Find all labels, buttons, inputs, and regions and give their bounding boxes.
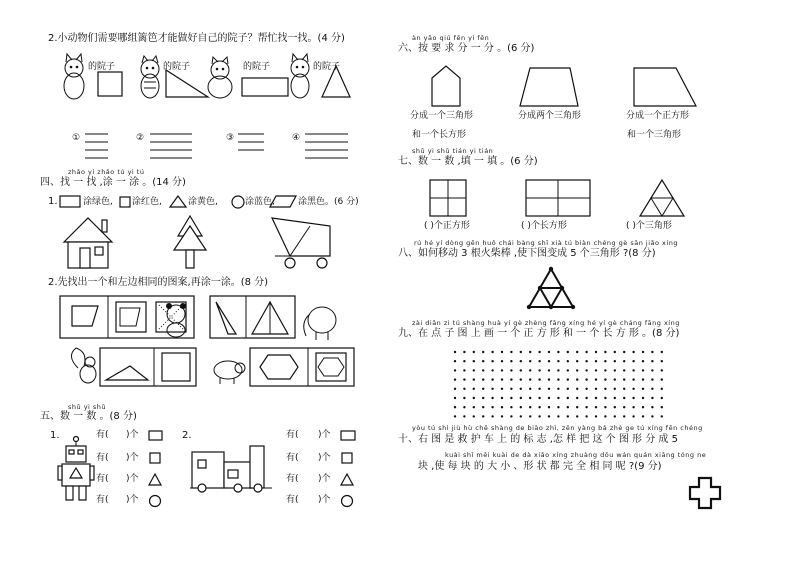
grid-dot — [538, 406, 540, 408]
tree-figure — [174, 216, 206, 268]
grid-dot — [585, 360, 587, 362]
grid-dot — [529, 351, 531, 353]
grid-dot — [538, 360, 540, 362]
triangle-grid-figure — [640, 180, 684, 216]
grid-dot — [529, 360, 531, 362]
grid-dot — [548, 351, 550, 353]
s4-title: 四、找 一 找 ,涂 一 涂 。(14 分) — [40, 177, 186, 188]
s4-q1-blue: 涂蓝色, — [245, 197, 275, 207]
grid-dot — [576, 388, 578, 390]
grid-dot — [604, 415, 606, 417]
grid-dot — [529, 397, 531, 399]
pattern-box-1 — [60, 296, 194, 338]
grid-dot — [538, 415, 540, 417]
grid-dot — [501, 360, 503, 362]
grid-dot — [632, 369, 634, 371]
yard-label-3: 的院子 — [243, 62, 271, 72]
grid-dot — [501, 397, 503, 399]
grid-dot — [576, 415, 578, 417]
option-2-label: ② — [136, 133, 145, 143]
grid-dot — [567, 415, 569, 417]
yard-label-1: 的院子 — [88, 62, 116, 72]
count-right-shapes — [340, 430, 356, 510]
grid-dot — [595, 378, 597, 380]
grid-dot — [473, 388, 475, 390]
s5-title: 五、数 一 数 。(8 分) — [40, 411, 137, 422]
grid-dot — [548, 369, 550, 371]
grid-dot — [642, 369, 644, 371]
s4-q2: 2.先找出一个和左边相同的图案,再涂一涂。(8 分) — [48, 277, 269, 288]
grid-dot — [576, 351, 578, 353]
grid-dot — [642, 388, 644, 390]
grid-dot — [642, 351, 644, 353]
grid-dot — [548, 360, 550, 362]
grid-dot — [642, 397, 644, 399]
grid-dot — [651, 415, 653, 417]
grid-dot — [651, 360, 653, 362]
grid-dot — [632, 388, 634, 390]
s8-title: 八、如何移动 3 根火柴棒 ,使下图变成 5 个三角形 ?(8 分) — [398, 248, 656, 259]
grid-dot — [510, 378, 512, 380]
option-4-label: ④ — [292, 133, 301, 143]
grid-dot — [463, 360, 465, 362]
grid-dot — [614, 369, 616, 371]
grid-dot — [585, 351, 587, 353]
grid-dot — [482, 406, 484, 408]
grid-dot — [463, 406, 465, 408]
count-left-4-unit: )个 — [126, 495, 139, 505]
option-1-label: ① — [72, 133, 81, 143]
grid-dot — [510, 360, 512, 362]
s6-cap3b: 和一个三角形 — [627, 130, 682, 140]
grid-dot — [491, 406, 493, 408]
count-left-1-have: 有( — [96, 430, 109, 440]
s10-pinyin: yòu tú shì jiù hù chē shàng de biāo zhì, zěn yàng bǎ zhè ge tú xíng fēn chéng — [412, 424, 703, 432]
grid-dot — [604, 397, 606, 399]
count-left-shapes — [148, 430, 164, 510]
grid-dot — [520, 406, 522, 408]
grid-dot — [529, 415, 531, 417]
s6-title: 六、按 要 求 分 一 分 。(6 分) — [398, 43, 535, 54]
grid-dot — [482, 388, 484, 390]
grid-dot — [520, 388, 522, 390]
grid-dot — [585, 378, 587, 380]
grid-dot — [548, 388, 550, 390]
animal-yards-row — [60, 52, 360, 104]
s5-num2: 2. — [182, 430, 192, 441]
grid-dot — [463, 388, 465, 390]
grid-dot — [529, 378, 531, 380]
grid-dot — [595, 351, 597, 353]
grid-dot — [491, 378, 493, 380]
grid-dot — [454, 415, 456, 417]
grid-dot — [463, 397, 465, 399]
rectangle-grid-figure — [526, 180, 590, 216]
s4-q2-pattern-boxes — [60, 296, 360, 388]
fence-set-3 — [238, 134, 264, 150]
cat-icon-2 — [208, 57, 232, 98]
grid-dot — [567, 406, 569, 408]
grid-dot — [520, 360, 522, 362]
s4-q1-red: 涂红色, — [132, 197, 162, 207]
grid-dot — [623, 406, 625, 408]
robot-figure — [58, 436, 94, 504]
s7-cap1: ( )个正方形 — [424, 221, 470, 231]
grid-dot — [538, 388, 540, 390]
grid-dot — [651, 369, 653, 371]
grid-dot — [557, 388, 559, 390]
grid-dot — [510, 388, 512, 390]
grid-dot — [529, 406, 531, 408]
fence-set-2 — [150, 134, 192, 158]
grid-dot — [538, 378, 540, 380]
grid-dot — [576, 369, 578, 371]
grid-dot — [585, 388, 587, 390]
grid-dot — [473, 360, 475, 362]
grid-dot — [661, 388, 663, 390]
grid-dot — [623, 378, 625, 380]
count-right-3-unit: )个 — [318, 474, 331, 484]
count-right-4-unit: )个 — [318, 495, 331, 505]
count-left-3-unit: )个 — [126, 474, 139, 484]
grid-dot — [642, 415, 644, 417]
grid-dot — [520, 415, 522, 417]
grid-dot — [454, 378, 456, 380]
grid-dot — [595, 397, 597, 399]
fence-set-1 — [85, 134, 108, 158]
grid-dot — [482, 397, 484, 399]
grid-dot — [567, 388, 569, 390]
grid-dot — [567, 351, 569, 353]
grid-dot — [614, 388, 616, 390]
s5-pinyin: shǔ yi shǔ — [68, 403, 107, 411]
grid-dot — [529, 388, 531, 390]
grid-dot — [661, 369, 663, 371]
grid-dot — [595, 406, 597, 408]
matchstick-figure — [526, 266, 576, 312]
grid-dot — [585, 369, 587, 371]
grid-dot — [473, 378, 475, 380]
grid-dot — [510, 397, 512, 399]
grid-dot — [595, 360, 597, 362]
grid-2x2-figure — [430, 180, 466, 216]
grid-dot — [454, 388, 456, 390]
grid-dot — [604, 378, 606, 380]
grid-dot — [463, 415, 465, 417]
grid-dot — [482, 360, 484, 362]
s5-num1: 1. — [50, 430, 60, 441]
grid-dot — [557, 351, 559, 353]
count-right-2-unit: )个 — [318, 453, 331, 463]
grid-dot — [567, 360, 569, 362]
grid-dot — [576, 360, 578, 362]
fence-options — [80, 128, 360, 160]
s6-cap3a: 分成一个正方形 — [626, 111, 690, 121]
grid-dot — [491, 360, 493, 362]
grid-dot — [473, 369, 475, 371]
s4-q1-yellow: 涂黄色, — [188, 197, 218, 207]
grid-dot — [463, 351, 465, 353]
grid-dot — [557, 378, 559, 380]
grid-dot — [538, 369, 540, 371]
grid-dot — [651, 406, 653, 408]
grid-dot — [491, 351, 493, 353]
grid-dot — [642, 378, 644, 380]
yard-label-4: 的院子 — [313, 62, 341, 72]
grid-dot — [529, 369, 531, 371]
s7-title: 七、数 一 数 ,填 一 填 。(6 分) — [398, 156, 538, 167]
grid-dot — [661, 415, 663, 417]
grid-dot — [642, 360, 644, 362]
tiger-icon — [141, 56, 159, 98]
s10-title: 十、右 图 是 救 护 车 上 的 标 志 ,怎 样 把 这 个 图 形 分 成 5 — [398, 434, 678, 445]
grid-dot — [548, 415, 550, 417]
grid-dot — [482, 369, 484, 371]
grid-dot — [510, 415, 512, 417]
grid-dot — [520, 397, 522, 399]
grid-dot — [538, 397, 540, 399]
grid-dot — [501, 415, 503, 417]
grid-dot — [567, 397, 569, 399]
grid-dot — [501, 369, 503, 371]
yard-label-2: 的院子 — [163, 62, 191, 72]
s9-pinyin: zài diǎn zi tú shàng huà yí gè zhèng fāng xíng hé yí gè cháng fāng xíng — [412, 319, 680, 327]
grid-dot — [604, 388, 606, 390]
matchsticks — [529, 269, 573, 307]
s10-title2: 块 ,使 每 块 的 大 小 、形 状 都 完 全 相 同 呢 ?(9 分) — [418, 461, 662, 472]
trapezoid-shape — [520, 68, 578, 106]
grid-dot — [623, 388, 625, 390]
grid-dot — [454, 397, 456, 399]
house-figure — [64, 218, 112, 268]
grid-dot — [491, 415, 493, 417]
kitten-icon — [291, 54, 309, 98]
count-right-3-have: 有( — [286, 474, 299, 484]
grid-dot — [623, 351, 625, 353]
grid-dot — [614, 415, 616, 417]
count-right-1-have: 有( — [286, 430, 299, 440]
grid-dot — [538, 351, 540, 353]
grid-dot — [557, 360, 559, 362]
grid-dot — [491, 397, 493, 399]
grid-dot — [567, 369, 569, 371]
grid-dot — [661, 351, 663, 353]
grid-dot — [614, 378, 616, 380]
squirrel-icon — [71, 348, 96, 383]
grid-dot — [482, 351, 484, 353]
s7-pinyin: shǔ yi shǔ tián yi tián — [412, 147, 494, 155]
s6-cap2: 分成两个三角形 — [518, 111, 582, 121]
s7-cap2: ( )个长方形 — [521, 221, 567, 231]
grid-dot — [557, 369, 559, 371]
grid-dot — [604, 351, 606, 353]
pattern-box-4 — [250, 348, 354, 386]
fence-set-4 — [305, 134, 348, 158]
grid-dot — [623, 369, 625, 371]
grid-dot — [501, 351, 503, 353]
s6-cap1b: 和一个长方形 — [412, 130, 467, 140]
s9-title: 九、在 点 子 图 上 画 一 个 正 方 形 和 一 个 长 方 形 。(8 分) — [398, 328, 680, 339]
count-left-2-unit: )个 — [126, 453, 139, 463]
grid-dot — [661, 397, 663, 399]
grid-dot — [557, 415, 559, 417]
grid-dot — [651, 378, 653, 380]
count-right-1-unit: )个 — [318, 430, 331, 440]
grid-dot — [510, 406, 512, 408]
grid-dot — [661, 378, 663, 380]
grid-dot — [463, 369, 465, 371]
grid-dot — [576, 397, 578, 399]
grid-dot — [501, 378, 503, 380]
grid-dot — [557, 406, 559, 408]
train-figure — [190, 442, 276, 492]
grid-dot — [661, 406, 663, 408]
cart-figure — [272, 218, 330, 268]
count-left-1-unit: )个 — [126, 430, 139, 440]
grid-dot — [651, 351, 653, 353]
grid-dot — [482, 378, 484, 380]
grid-dot — [473, 406, 475, 408]
grid-dot — [520, 351, 522, 353]
q2-title: 2.小动物们需要哪组篱笆才能做好自己的院子？帮忙找一找。(4 分) — [48, 33, 345, 44]
pattern-box-2 — [210, 296, 295, 338]
grid-dot — [632, 378, 634, 380]
s10-pinyin2: kuài shǐ měi kuài de dà xiǎo xíng zhuàng dōu wán quán xiāng tóng ne — [445, 451, 707, 459]
s6-pinyin: àn yāo qiú fēn yi fēn — [412, 34, 490, 42]
grid-dot — [548, 378, 550, 380]
grid-dot — [491, 388, 493, 390]
grid-dot — [454, 406, 456, 408]
cat-icon-1 — [64, 54, 84, 99]
grid-dot — [614, 406, 616, 408]
grid-dot — [585, 397, 587, 399]
grid-dot — [614, 360, 616, 362]
parallelogram-shape — [634, 68, 696, 106]
elephant-icon — [304, 307, 336, 340]
grid-dot — [520, 369, 522, 371]
grid-dot — [520, 378, 522, 380]
grid-dot — [454, 351, 456, 353]
grid-dot — [501, 388, 503, 390]
pentagon-house-shape — [432, 66, 460, 106]
count-left-3-have: 有( — [96, 474, 109, 484]
grid-dot — [473, 397, 475, 399]
grid-dot — [595, 369, 597, 371]
grid-dot — [473, 415, 475, 417]
s4-q1-figures — [60, 214, 350, 270]
ambulance-cross-figure — [689, 477, 721, 509]
grid-dot — [614, 397, 616, 399]
grid-dot — [632, 415, 634, 417]
s7-figures — [420, 178, 690, 220]
grid-dot — [661, 360, 663, 362]
grid-dot — [473, 351, 475, 353]
count-left-4-have: 有( — [96, 495, 109, 505]
dot-grid[interactable] — [452, 349, 668, 419]
option-3-label: ③ — [226, 133, 235, 143]
s7-cap3: ( )个三角形 — [626, 221, 672, 231]
grid-dot — [454, 369, 456, 371]
grid-dot — [604, 369, 606, 371]
s4-q1-prefix: 1. — [48, 196, 58, 207]
grid-dot — [454, 360, 456, 362]
grid-dot — [510, 351, 512, 353]
grid-dot — [548, 397, 550, 399]
pig-icon — [214, 361, 245, 384]
grid-dot — [501, 406, 503, 408]
grid-dot — [595, 415, 597, 417]
s4-q1-black: 涂黑色。(6 分) — [298, 197, 359, 207]
grid-dot — [604, 406, 606, 408]
grid-dot — [585, 406, 587, 408]
grid-dot — [482, 415, 484, 417]
grid-dot — [623, 397, 625, 399]
s6-cap1a: 分成一个三角形 — [410, 111, 474, 121]
grid-dot — [642, 406, 644, 408]
grid-dot — [623, 360, 625, 362]
grid-dot — [576, 378, 578, 380]
grid-dot — [632, 406, 634, 408]
count-left-2-have: 有( — [96, 453, 109, 463]
s4-pinyin: zhǎo yi zhǎo tú yi tú — [68, 168, 145, 176]
grid-dot — [557, 397, 559, 399]
s8-pinyin: rú hé yí dòng gēn huǒ chái bàng shǐ xià tú biàn chéng gè sān jiǎo xíng — [414, 239, 678, 247]
count-right-4-have: 有( — [286, 495, 299, 505]
grid-dot — [510, 369, 512, 371]
grid-dot — [585, 415, 587, 417]
grid-dot — [632, 351, 634, 353]
grid-dot — [567, 378, 569, 380]
grid-dot — [651, 388, 653, 390]
grid-dot — [614, 351, 616, 353]
grid-dot — [463, 378, 465, 380]
grid-dot — [491, 369, 493, 371]
grid-dot — [604, 360, 606, 362]
grid-dot — [576, 406, 578, 408]
grid-dot — [623, 415, 625, 417]
count-right-2-have: 有( — [286, 453, 299, 463]
grid-dot — [548, 406, 550, 408]
s4-q1-green: 涂绿色, — [83, 197, 113, 207]
grid-dot — [632, 397, 634, 399]
grid-dot — [595, 388, 597, 390]
pattern-box-3 — [100, 348, 196, 386]
s6-figures — [420, 62, 700, 112]
grid-dot — [632, 360, 634, 362]
grid-dot — [651, 397, 653, 399]
